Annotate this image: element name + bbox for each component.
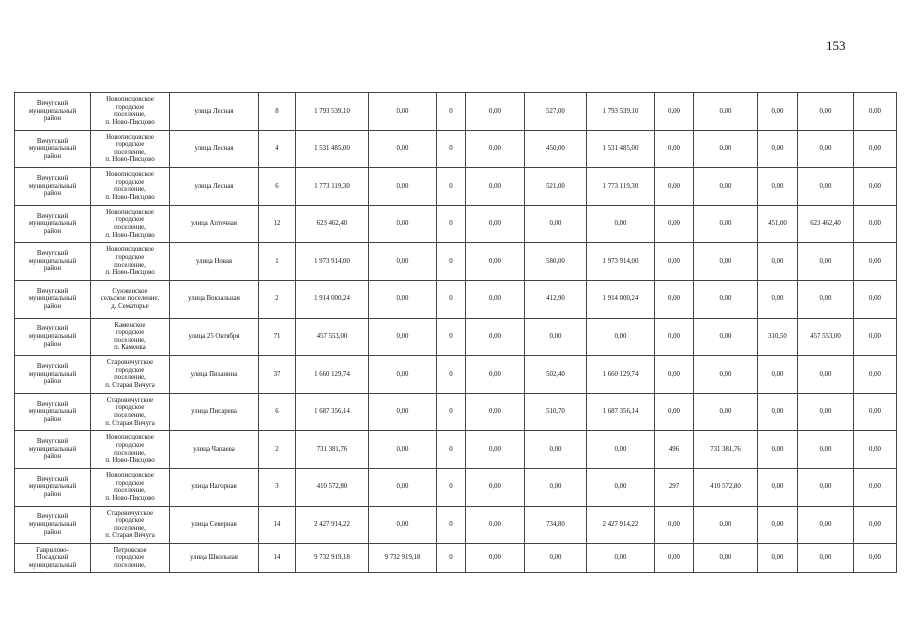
cell-cost-col-10: 0,00 [587,205,655,243]
cell-cost-col-6: 0,00 [369,318,437,356]
cell-cost-col-8: 0,00 [466,393,525,431]
cell-settlement: Новописцовское городское поселение, п. Ново-Писцово [91,243,170,281]
cell-street: улица Лесная [170,93,259,131]
cell-cost-col-8: 0,00 [466,318,525,356]
cell-cost-col-10: 0,00 [587,431,655,469]
cell-area-col-11: 297 [655,468,694,506]
cell-area-col-11: 0,00 [655,243,694,281]
cell-cost-col-8: 0,00 [466,243,525,281]
table-row [15,544,897,573]
cell-settlement: Сунженское сельское поселение, д. Сематорье [91,280,170,318]
table-row [15,431,897,469]
cell-total-cost: 457 553,00 [296,318,369,356]
cell-district: Вичугский муниципальный район [15,93,91,131]
cell-count-col-7: 0 [437,506,466,544]
cell-count-col-7: 0 [437,168,466,206]
cell-cost-col-12: 0,00 [694,280,758,318]
table-row [15,93,897,131]
cell-total-cost: 1 793 539,10 [296,93,369,131]
cell-cost-col-8: 0,00 [466,130,525,168]
cell-district: Вичугский муниципальный район [15,356,91,394]
cell-cost-col-8: 0,00 [466,506,525,544]
cell-area-col-9: 412,90 [525,280,587,318]
cell-area-col-11: 0,00 [655,280,694,318]
cell-house-number: 8 [259,93,296,131]
cell-district: Вичугский муниципальный район [15,431,91,469]
cell-cost-col-12: 0,00 [694,243,758,281]
cell-area-col-13: 0,00 [758,393,798,431]
cell-settlement: Новописцовское городское поселение, п. Ново-Писцово [91,168,170,206]
cell-cost-col-12: 0,00 [694,130,758,168]
cell-cost-col-6: 0,00 [369,280,437,318]
cell-cost-col-14: 0,00 [798,168,854,206]
cell-cost-col-6: 9 732 919,18 [369,544,437,573]
cell-cost-col-6: 0,00 [369,205,437,243]
cell-street: улица Пизанина [170,356,259,394]
cell-cost-col-8: 0,00 [466,356,525,394]
cell-area-col-13: 0,00 [758,468,798,506]
cell-cost-col-10: 1 793 539,10 [587,93,655,131]
cell-area-col-11: 0,00 [655,93,694,131]
cell-area-col-9: 0,00 [525,468,587,506]
cell-street: улица Нагорная [170,468,259,506]
cell-area-col-9: 527,00 [525,93,587,131]
cell-total-cost: 1 687 356,14 [296,393,369,431]
cell-settlement: Старовичугское городское поселение, п. Старая Вичуга [91,356,170,394]
cell-cost-col-14: 0,00 [798,431,854,469]
cell-area-col-9: 0,00 [525,318,587,356]
cell-area-col-9: 521,00 [525,168,587,206]
cell-cost-col-14: 0,00 [798,506,854,544]
cell-total-cost: 731 381,76 [296,431,369,469]
cell-cost-col-8: 0,00 [466,280,525,318]
cell-area-col-11: 0,00 [655,506,694,544]
cell-area-col-13: 0,00 [758,243,798,281]
cell-cost-col-14: 0,00 [798,280,854,318]
cell-street: улица Школьная [170,544,259,573]
cell-district: Вичугский муниципальный район [15,205,91,243]
cell-house-number: 2 [259,280,296,318]
cell-total-cost: 1 773 119,30 [296,168,369,206]
cell-cost-col-10: 0,00 [587,318,655,356]
cell-area-col-13: 0,00 [758,168,798,206]
cell-area-col-13: 0,00 [758,506,798,544]
cell-district: Вичугский муниципальный район [15,506,91,544]
cell-house-number: 3 [259,468,296,506]
cell-house-number: 1 [259,243,296,281]
cell-area-col-9: 450,00 [525,130,587,168]
cell-cost-col-6: 0,00 [369,243,437,281]
table-row [15,243,897,281]
cell-house-number: 14 [259,506,296,544]
cell-cost-col-6: 0,00 [369,393,437,431]
cell-cost-col-10: 1 531 485,00 [587,130,655,168]
cell-cost-col-10: 0,00 [587,544,655,573]
cell-total-cost: 1 914 000,24 [296,280,369,318]
cell-house-number: 37 [259,356,296,394]
cell-area-col-11: 0,00 [655,168,694,206]
cell-count-col-7: 0 [437,544,466,573]
cell-cost-col-14: 0,00 [798,393,854,431]
cell-street: улица 25 Октября [170,318,259,356]
cell-total-cost: 2 427 914,22 [296,506,369,544]
cell-area-col-11: 0,00 [655,393,694,431]
cell-cost-col-12: 0,00 [694,544,758,573]
cell-house-number: 2 [259,431,296,469]
cell-cost-col-6: 0,00 [369,356,437,394]
cell-total-cost: 9 732 919,18 [296,544,369,573]
cell-area-col-11: 0,00 [655,318,694,356]
cell-cost-col-14: 0,00 [798,356,854,394]
housing-repair-table [14,92,897,573]
cell-area-col-9: 0,00 [525,205,587,243]
cell-cost-col-15: 0,00 [854,468,897,506]
cell-cost-col-12: 0,00 [694,318,758,356]
cell-district: Вичугский муниципальный район [15,280,91,318]
cell-street: улица Лесная [170,168,259,206]
cell-district: Вичугский муниципальный район [15,318,91,356]
cell-district: Вичугский муниципальный район [15,130,91,168]
cell-count-col-7: 0 [437,468,466,506]
cell-area-col-13: 0,00 [758,280,798,318]
cell-cost-col-15: 0,00 [854,506,897,544]
cell-cost-col-12: 410 572,80 [694,468,758,506]
cell-house-number: 6 [259,168,296,206]
cell-cost-col-14: 457 553,00 [798,318,854,356]
cell-cost-col-10: 1 660 129,74 [587,356,655,394]
cell-cost-col-14: 0,00 [798,544,854,573]
cell-cost-col-10: 2 427 914,22 [587,506,655,544]
cell-area-col-13: 310,50 [758,318,798,356]
cell-street: улица Новая [170,243,259,281]
cell-street: улица Лесная [170,130,259,168]
cell-count-col-7: 0 [437,93,466,131]
cell-house-number: 6 [259,393,296,431]
cell-cost-col-12: 0,00 [694,168,758,206]
cell-cost-col-8: 0,00 [466,93,525,131]
cell-count-col-7: 0 [437,280,466,318]
cell-total-cost: 1 531 485,00 [296,130,369,168]
cell-cost-col-15: 0,00 [854,130,897,168]
cell-settlement: Новописцовское городское поселение, п. Ново-Писцово [91,468,170,506]
cell-house-number: 12 [259,205,296,243]
cell-cost-col-15: 0,00 [854,318,897,356]
cell-area-col-9: 502,40 [525,356,587,394]
cell-cost-col-12: 0,00 [694,93,758,131]
cell-cost-col-12: 0,00 [694,393,758,431]
table-body [15,93,897,573]
table-row [15,280,897,318]
page-number: 153 [826,38,846,53]
cell-district: Гаврилово- Посадский муниципальный [15,544,91,573]
cell-count-col-7: 0 [437,243,466,281]
cell-area-col-9: 510,70 [525,393,587,431]
cell-cost-col-12: 0,00 [694,356,758,394]
table-row [15,168,897,206]
cell-cost-col-15: 0,00 [854,393,897,431]
table-row [15,205,897,243]
cell-cost-col-12: 0,00 [694,506,758,544]
table-row [15,393,897,431]
cell-cost-col-8: 0,00 [466,544,525,573]
cell-house-number: 4 [259,130,296,168]
cell-cost-col-15: 0,00 [854,431,897,469]
cell-cost-col-6: 0,00 [369,431,437,469]
cell-count-col-7: 0 [437,318,466,356]
cell-cost-col-15: 0,00 [854,93,897,131]
cell-cost-col-14: 0,00 [798,468,854,506]
cell-cost-col-15: 0,00 [854,280,897,318]
cell-area-col-9: 734,80 [525,506,587,544]
cell-cost-col-10: 0,00 [587,468,655,506]
cell-settlement: Старовичугское городское поселение, п. Старая Вичуга [91,506,170,544]
table-row [15,468,897,506]
cell-cost-col-10: 1 773 119,30 [587,168,655,206]
cell-area-col-13: 0,00 [758,356,798,394]
cell-area-col-9: 0,00 [525,544,587,573]
cell-cost-col-8: 0,00 [466,431,525,469]
cell-cost-col-8: 0,00 [466,468,525,506]
cell-cost-col-15: 0,00 [854,205,897,243]
cell-settlement: Петровское городское поселение, [91,544,170,573]
cell-cost-col-6: 0,00 [369,168,437,206]
cell-district: Вичугский муниципальный район [15,468,91,506]
cell-cost-col-14: 0,00 [798,93,854,131]
cell-area-col-11: 496 [655,431,694,469]
cell-cost-col-6: 0,00 [369,506,437,544]
cell-district: Вичугский муниципальный район [15,168,91,206]
cell-total-cost: 623 462,40 [296,205,369,243]
cell-district: Вичугский муниципальный район [15,243,91,281]
cell-cost-col-15: 0,00 [854,243,897,281]
cell-total-cost: 1 660 129,74 [296,356,369,394]
table-row [15,506,897,544]
cell-street: улица Вокзальная [170,280,259,318]
cell-cost-col-15: 0,00 [854,544,897,573]
cell-area-col-11: 0,00 [655,544,694,573]
cell-house-number: 71 [259,318,296,356]
cell-count-col-7: 0 [437,393,466,431]
cell-count-col-7: 0 [437,431,466,469]
cell-area-col-11: 0,00 [655,205,694,243]
cell-count-col-7: 0 [437,130,466,168]
cell-street: улица Северная [170,506,259,544]
cell-street: улица Писарева [170,393,259,431]
cell-area-col-9: 0,00 [525,431,587,469]
cell-cost-col-10: 1 914 000,24 [587,280,655,318]
cell-area-col-9: 580,00 [525,243,587,281]
cell-cost-col-14: 0,00 [798,243,854,281]
cell-area-col-13: 0,00 [758,93,798,131]
cell-cost-col-14: 0,00 [798,130,854,168]
cell-settlement: Новописцовское городское поселение, п. Ново-Писцово [91,130,170,168]
cell-district: Вичугский муниципальный район [15,393,91,431]
cell-area-col-13: 451,00 [758,205,798,243]
table-row [15,318,897,356]
cell-settlement: Старовичугское городское поселение, п. Старая Вичуга [91,393,170,431]
cell-cost-col-15: 0,00 [854,356,897,394]
cell-area-col-13: 0,00 [758,431,798,469]
cell-count-col-7: 0 [437,205,466,243]
cell-settlement: Новописцовское городское поселение, п. Ново-Писцово [91,431,170,469]
cell-area-col-13: 0,00 [758,544,798,573]
cell-cost-col-14: 623 462,40 [798,205,854,243]
table-row [15,356,897,394]
cell-cost-col-8: 0,00 [466,205,525,243]
cell-area-col-13: 0,00 [758,130,798,168]
cell-cost-col-8: 0,00 [466,168,525,206]
cell-cost-col-15: 0,00 [854,168,897,206]
cell-cost-col-6: 0,00 [369,93,437,131]
cell-count-col-7: 0 [437,356,466,394]
cell-total-cost: 1 973 914,00 [296,243,369,281]
cell-total-cost: 410 572,80 [296,468,369,506]
cell-area-col-11: 0,00 [655,130,694,168]
cell-settlement: Новописцовское городское поселение, п. Ново-Писцово [91,205,170,243]
cell-cost-col-12: 731 381,76 [694,431,758,469]
cell-cost-col-10: 1 687 356,14 [587,393,655,431]
cell-settlement: Новописцовское городское поселение, п. Ново-Писцово [91,93,170,131]
cell-cost-col-12: 0,00 [694,205,758,243]
cell-cost-col-10: 1 973 914,00 [587,243,655,281]
cell-street: улица Аптечная [170,205,259,243]
table-row [15,130,897,168]
cell-settlement: Каменское городское поселение, п. Каменка [91,318,170,356]
cell-area-col-11: 0,00 [655,356,694,394]
cell-street: улица Чапаева [170,431,259,469]
cell-cost-col-6: 0,00 [369,468,437,506]
cell-cost-col-6: 0,00 [369,130,437,168]
cell-house-number: 14 [259,544,296,573]
